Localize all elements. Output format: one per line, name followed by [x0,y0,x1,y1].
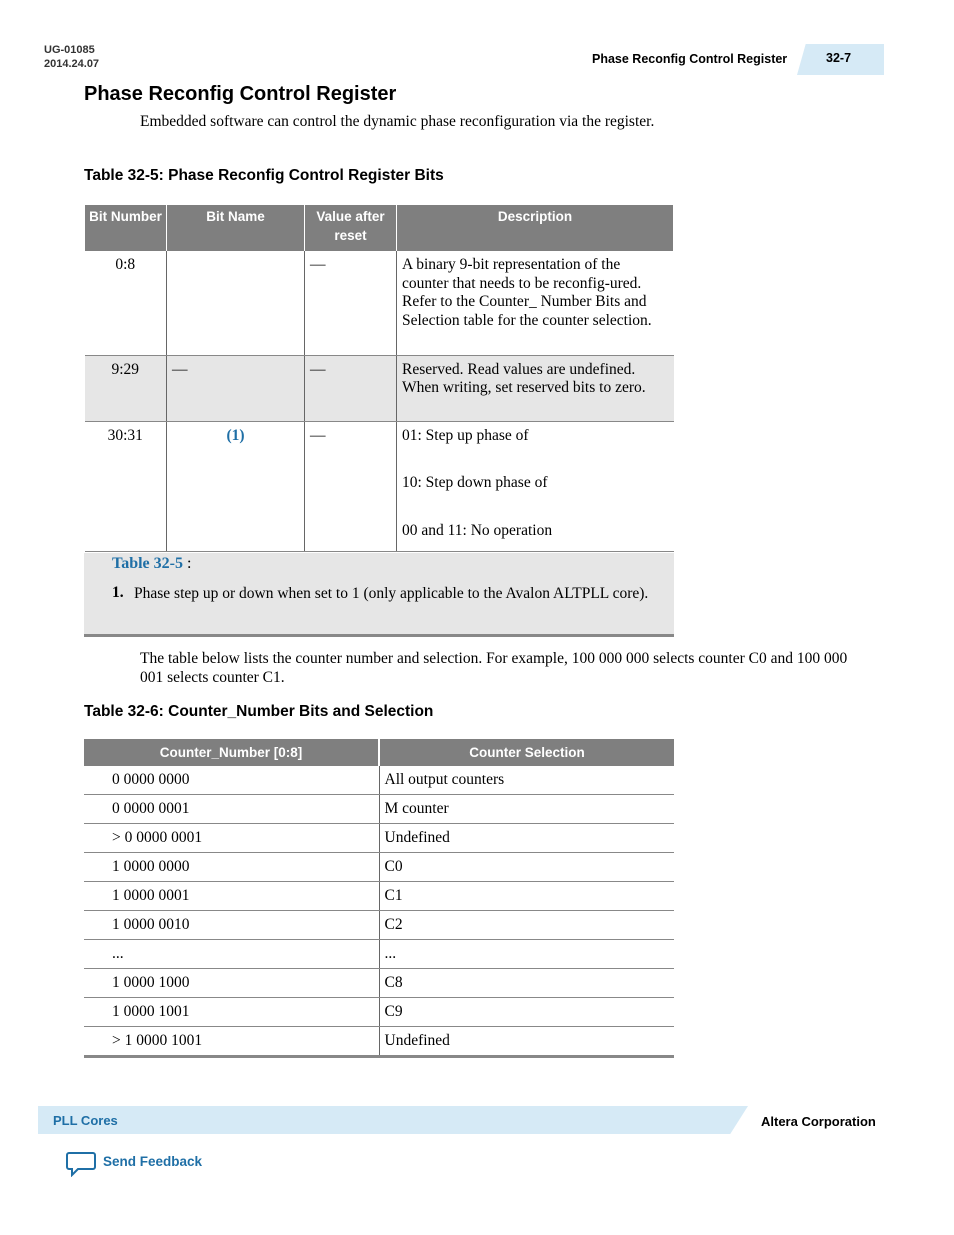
cell-name: — [167,355,305,421]
counter-paragraph: The table below lists the counter number and selection. For example, 100 000 000 selects counter C0 and 100 000 001 selects counter C1. [140,650,848,686]
table-row [84,998,674,1027]
header-description: Description [397,205,674,251]
cell-reset: — [305,355,397,421]
table-header-row [85,205,674,251]
desc-no-op: 00 and 11: No operation [402,521,553,539]
footnote-separator: : [182,555,192,572]
table-footnote [84,553,674,637]
cell-reset: — [305,251,397,355]
header-counter-selection: Counter Selection [379,739,674,766]
cell-counter-selection: M counter [379,795,674,824]
table-row [84,824,674,853]
table-row [84,940,674,969]
cell-counter-number: 1 0000 0001 [84,882,379,911]
page-number: 32-7 [826,51,852,65]
cell-counter-number: 1 0000 1000 [84,969,379,998]
cell-description: A binary 9-bit representation of the counter that needs to be reconfig-ured. Refer to the Counter_ Number Bits and Selection table for the counter selection. [397,251,674,355]
cell-counter-number: > 0 0000 0001 [84,824,379,853]
desc-step-up: 01: Step up phase of [402,426,529,444]
doc-number: UG-01085 [44,44,95,56]
table-row [85,251,674,355]
cell-description [397,421,674,551]
footer-book-link[interactable]: PLL Cores [53,1113,118,1128]
table-row [85,421,674,551]
table-row [84,882,674,911]
header-value-after-reset: Value after reset [305,205,397,251]
table-header-row [84,739,674,766]
table-ref-link[interactable]: Table 32-5 [112,555,183,572]
cell-counter-selection: All output counters [379,766,674,795]
cell-counter-selection: Undefined [379,824,674,853]
table-row [84,1027,674,1057]
intro-paragraph: Embedded software can control the dynamic phase reconfiguration via the register. [140,113,655,130]
footer-company: Altera Corporation [761,1114,876,1129]
cell-counter-selection: ... [379,940,674,969]
cell-counter-selection: C1 [379,882,674,911]
cell-counter-number: 1 0000 1001 [84,998,379,1027]
table-row [84,911,674,940]
footnote-reference [112,555,191,573]
table-row [85,355,674,421]
footnote-number: 1. [112,584,124,601]
footnote-text: Phase step up or down when set to 1 (only applicable to the Avalon ALTPLL core). [134,585,649,602]
footer-band [38,1106,748,1134]
cell-bit: 0:8 [85,251,167,355]
footnote-link[interactable]: (1) [226,426,245,444]
cell-counter-selection: C9 [379,998,674,1027]
cell-counter-selection: C0 [379,853,674,882]
table-row [84,766,674,795]
table-row [84,795,674,824]
cell-name [167,251,305,355]
cell-reset: — [305,421,397,551]
table-row [84,969,674,998]
table2-caption: Table 32-6: Counter_Number Bits and Selection [84,703,434,720]
cell-counter-number: 0 0000 0000 [84,766,379,795]
cell-counter-selection: C2 [379,911,674,940]
running-header-title: Phase Reconfig Control Register [592,52,788,66]
cell-counter-number: ... [84,940,379,969]
register-bits-table [84,205,674,552]
cell-bit: 30:31 [85,421,167,551]
header-bit-number: Bit Number [85,205,167,251]
cell-counter-selection: Undefined [379,1027,674,1057]
speech-bubble-icon[interactable] [66,1151,96,1182]
document-id [44,43,99,71]
send-feedback-link[interactable]: Send Feedback [103,1154,203,1169]
cell-bit: 9:29 [85,355,167,421]
cell-description: Reserved. Read values are undefined. When writing, set reserved bits to zero. [397,355,674,421]
cell-counter-selection: C8 [379,969,674,998]
desc-step-down: 10: Step down phase of [402,474,548,491]
header-counter-number: Counter_Number [0:8] [84,739,379,766]
table-row [84,853,674,882]
header-bit-name: Bit Name [167,205,305,251]
cell-counter-number: 1 0000 0000 [84,853,379,882]
section-title: Phase Reconfig Control Register [84,83,397,105]
table1-caption: Table 32-5: Phase Reconfig Control Register Bits [84,167,444,184]
counter-number-table [84,739,674,1058]
cell-counter-number: > 1 0000 1001 [84,1027,379,1057]
cell-name [167,421,305,551]
doc-date: 2014.24.07 [44,58,100,70]
cell-counter-number: 1 0000 0010 [84,911,379,940]
cell-counter-number: 0 0000 0001 [84,795,379,824]
